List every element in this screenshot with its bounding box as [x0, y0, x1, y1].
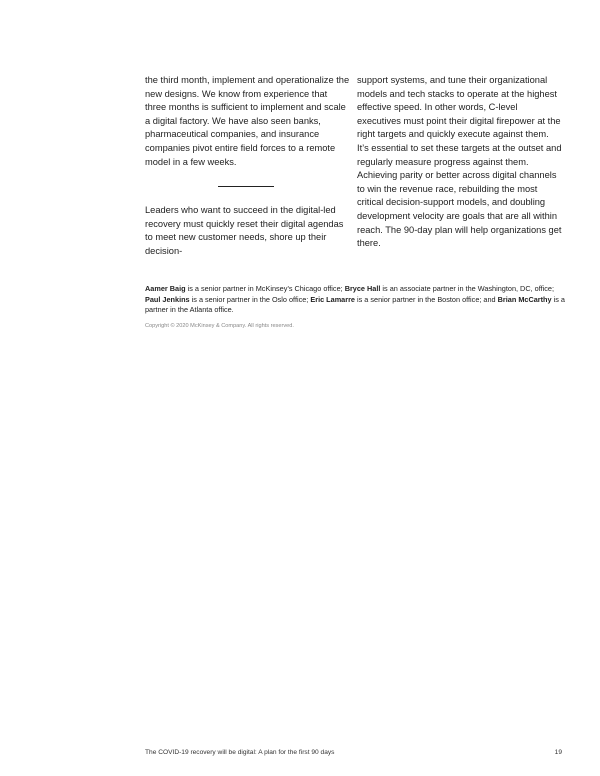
author-role: is a senior partner in the Oslo office; — [189, 294, 311, 304]
author-name: Eric Lamarre — [310, 294, 355, 304]
author-role: is an associate partner in the Washington, DC, office; — [380, 284, 554, 293]
footer-title: The COVID-19 recovery will be digital: A plan for the first 90 days — [145, 749, 335, 756]
author-name: Bryce Hall — [344, 284, 381, 293]
author-role: is a senior partner in McKinsey’s Chicago office; — [185, 284, 345, 293]
author-bios — [145, 284, 565, 316]
right-paragraph-1: support systems, and tune their organizational models and tech stacks to operate at the highest effective speed. In other words, C-level executives must point their digital firepower at the right targets and quickly execute against them. It’s essential to set these targets at the outset and regularly measure progress against them. Achieving parity or better across digital channels to win the revenue race, rebuilding the most critical decision-support models, and doubling development velocity are goals that are all within reach. The 90-day plan will help organizations get there. — [357, 75, 562, 249]
author-name: Paul Jenkins — [145, 294, 190, 304]
section-divider — [218, 186, 274, 187]
left-paragraph-1: the third month, implement and operationalize the new designs. We know from experience that three months is sufficient to implement and scale a digital factory. We have also seen banks, pharmaceutical companies, and insurance companies pivot entire field forces to a remote model in a few weeks. — [145, 75, 350, 167]
left-paragraph-2: Leaders who want to succeed in the digital-led recovery must quickly reset their digital agendas to meet new customer needs, shore up their decision- — [145, 205, 344, 256]
left-column — [145, 74, 350, 259]
author-name: Brian McCarthy — [497, 294, 552, 304]
author-role: is a senior partner in the Boston office; and — [354, 294, 498, 304]
page-number: 19 — [554, 749, 562, 756]
copyright-notice: Copyright © 2020 McKinsey & Company. All rights reserved. — [145, 323, 294, 329]
author-role: is a partner in the Atlanta office. — [145, 294, 565, 315]
right-column — [357, 74, 562, 251]
author-name: Aamer Baig — [145, 284, 186, 293]
